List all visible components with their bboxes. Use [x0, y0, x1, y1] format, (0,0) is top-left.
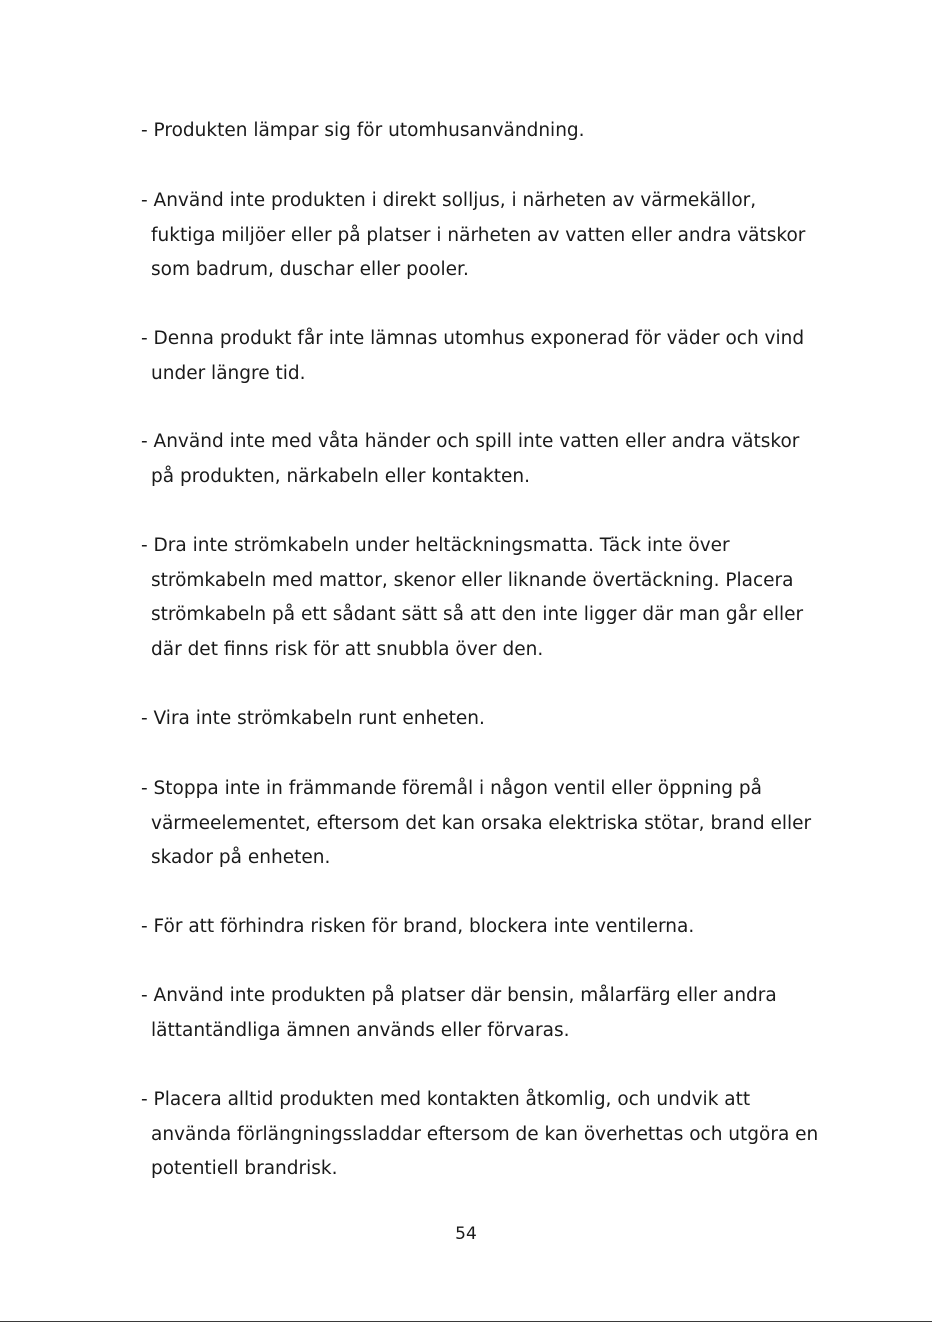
item-line: - För att förhindra risken för brand, blockera inte ventilerna. [141, 916, 695, 937]
item-line: - Denna produkt får inte lämnas utomhus exponerad för väder och vind [141, 328, 805, 349]
item-line: där det finns risk för att snubbla över den. [151, 638, 544, 660]
item-line: skador på enheten. [151, 847, 331, 868]
safety-item-extension-cords [141, 1083, 819, 1187]
item-line: - Vira inte strömkabeln runt enheten. [141, 708, 485, 729]
item-line: - Produkten lämpar sig för utomhusanvändning. [141, 120, 585, 141]
safety-item-power-cable-placement [141, 529, 804, 667]
safety-item-weather-exposure [141, 322, 805, 391]
item-line: som badrum, duschar eller pooler. [151, 259, 469, 280]
safety-item-sunlight-moisture [141, 184, 806, 288]
bottom-rule [0, 1321, 932, 1322]
item-line: strömkabeln på ett sådant sätt så att den inte ligger där man går eller [151, 604, 804, 625]
safety-item-foreign-objects [141, 772, 812, 876]
safety-item-flammable-substances [141, 979, 801, 1048]
item-line: - Använd inte produkten på platser där bensin, målarfärg eller andra [141, 985, 777, 1006]
safety-item-cable-wrapping [141, 702, 801, 737]
item-line: använda förlängningssladdar eftersom de kan överhettas och utgöra en [151, 1123, 819, 1145]
item-line: potentiell brandrisk. [151, 1158, 338, 1179]
item-line: fuktiga miljöer eller på platser i närheten av vatten eller andra vätskor [151, 224, 806, 246]
safety-item-wet-hands [141, 425, 801, 494]
item-line: lättantändliga ämnen används eller förvaras. [151, 1019, 570, 1041]
safety-item-outdoor-use [141, 114, 801, 149]
item-line: - Använd inte med våta händer och spill inte vatten eller andra vätskor [141, 431, 800, 452]
item-line: - Använd inte produkten i direkt solljus, i närheten av värmekällor, [141, 190, 757, 211]
item-line: - Placera alltid produkten med kontakten åtkomlig, och undvik att [141, 1089, 751, 1110]
item-line: under längre tid. [151, 362, 306, 384]
page-number: 54 [455, 1224, 477, 1244]
item-line: - Dra inte strömkabeln under heltäckningsmatta. Täck inte över [141, 535, 730, 556]
item-line: värmeelementet, eftersom det kan orsaka elektriska stötar, brand eller [151, 812, 812, 834]
safety-item-ventilation [141, 910, 801, 945]
item-line: på produkten, närkabeln eller kontakten. [151, 465, 530, 487]
item-line: strömkabeln med mattor, skenor eller liknande övertäckning. Placera [151, 569, 794, 591]
item-line: - Stoppa inte in främmande föremål i någon ventil eller öppning på [141, 778, 762, 799]
